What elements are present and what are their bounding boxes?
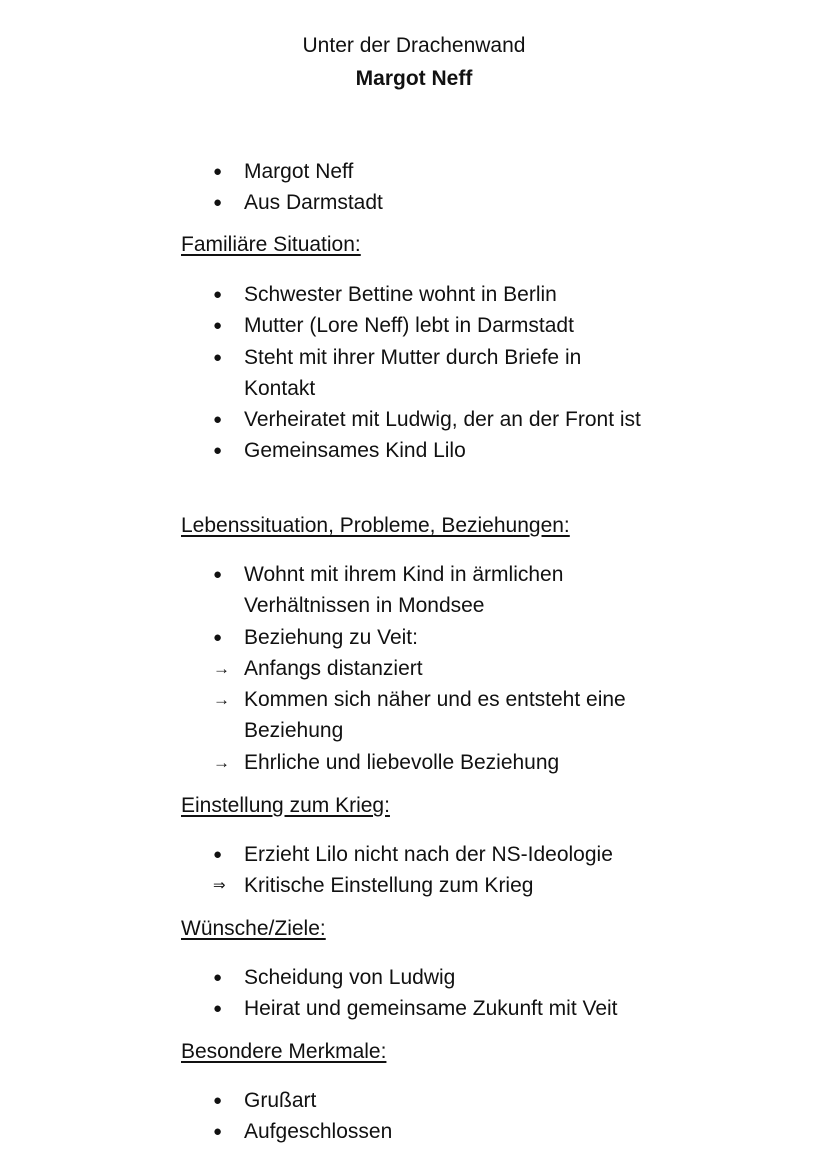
list-item: [213, 839, 653, 870]
bullet-icon: [213, 279, 237, 310]
list-item-text: Grußart: [244, 1089, 317, 1112]
list-item-text: Kritische Einstellung zum Krieg: [244, 874, 534, 898]
list-item: [213, 684, 653, 747]
list-item: [213, 653, 653, 684]
list-item-text: Verheiratet mit Ludwig, der an der Front ist: [244, 408, 641, 432]
document-title: Unter der Drachenwand: [302, 34, 526, 57]
section-list-lebenssituation: [213, 559, 653, 778]
list-item-text: Erzieht Lilo nicht nach der NS-Ideologie: [244, 843, 613, 866]
document-subtitle: Margot Neff: [355, 67, 473, 90]
list-item-text: Mutter (Lore Neff) lebt in Darmstadt: [244, 314, 574, 338]
list-item-text: Kommen sich näher und es entsteht eine Beziehung: [244, 688, 626, 743]
bullet-icon: [213, 342, 237, 373]
bullet-icon: [213, 187, 237, 218]
section-heading-lebenssituation: Lebenssituation, Probleme, Beziehungen:: [181, 514, 570, 537]
arrow-right-icon: [213, 653, 237, 685]
list-item: [213, 993, 653, 1024]
list-item: [213, 156, 653, 187]
section-heading-familiaere-situation: Familiäre Situation:: [181, 233, 361, 256]
list-item-text: Aufgeschlossen: [244, 1120, 393, 1144]
list-item: [213, 962, 653, 993]
bullet-icon: [213, 993, 237, 1024]
list-item-text: Ehrliche und liebevolle Beziehung: [244, 750, 560, 774]
bullet-icon: [213, 156, 237, 187]
bullet-icon: [213, 559, 237, 590]
list-item-text: Schwester Bettine wohnt in Berlin: [244, 283, 557, 306]
bullet-icon: [213, 310, 237, 341]
section-list-besondere-merkmale: [213, 1085, 653, 1148]
section-list-einstellung-zum-krieg: [213, 839, 653, 902]
section-heading-besondere-merkmale: Besondere Merkmale:: [181, 1040, 387, 1063]
arrow-right-icon: [213, 684, 237, 716]
section-list-familiaere-situation: [213, 279, 653, 467]
list-item-text: Aus Darmstadt: [244, 191, 383, 215]
bullet-icon: [213, 962, 237, 993]
list-item: [213, 310, 653, 341]
list-item: [213, 187, 653, 218]
section-heading-wuensche-ziele: Wünsche/Ziele:: [181, 917, 326, 940]
list-item: [213, 622, 653, 653]
list-item-text: Scheidung von Ludwig: [244, 966, 456, 989]
section-heading-einstellung-zum-krieg: Einstellung zum Krieg:: [181, 794, 390, 817]
bullet-icon: [213, 839, 237, 870]
bullet-icon: [213, 622, 237, 653]
arrow-right-icon: [213, 747, 237, 779]
list-item-text: Beziehung zu Veit:: [244, 625, 418, 649]
list-item: [213, 747, 653, 778]
list-item: [213, 404, 653, 435]
list-item: [213, 870, 653, 901]
list-item: [213, 342, 653, 405]
list-item-text: Margot Neff: [244, 160, 354, 183]
list-item: [213, 435, 653, 466]
list-item: [213, 559, 653, 622]
list-item: [213, 279, 653, 310]
bullet-icon: [213, 1085, 237, 1116]
list-item: [213, 1116, 653, 1147]
implies-arrow-icon: [213, 870, 237, 901]
section-list-wuensche-ziele: [213, 962, 653, 1025]
list-item-text: Steht mit ihrer Mutter durch Briefe in Kontakt: [244, 345, 582, 400]
list-item-text: Gemeinsames Kind Lilo: [244, 439, 466, 463]
intro-list: [213, 156, 653, 219]
list-item-text: Wohnt mit ihrem Kind in ärmlichen Verhältnissen in Mondsee: [244, 563, 564, 618]
list-item-text: Heirat und gemeinsame Zukunft mit Veit: [244, 997, 618, 1021]
list-item-text: Anfangs distanziert: [244, 656, 423, 680]
bullet-icon: [213, 1116, 237, 1147]
bullet-icon: [213, 404, 237, 435]
list-item: [213, 1085, 653, 1116]
bullet-icon: [213, 435, 237, 466]
